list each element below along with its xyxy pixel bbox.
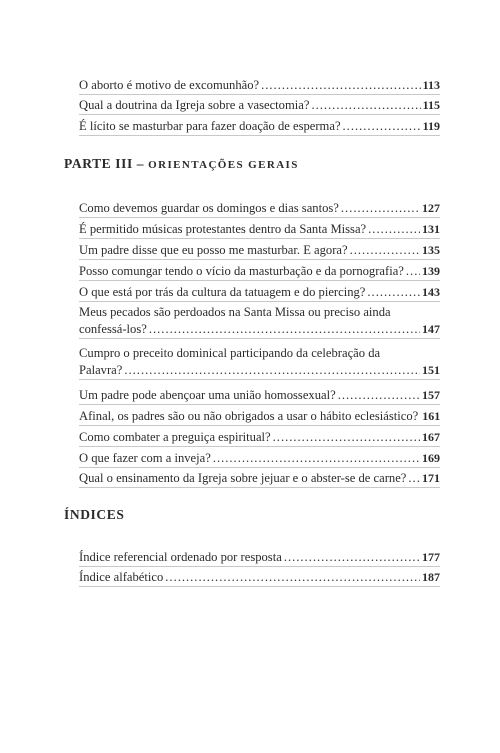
entry-title: O que fazer com a inveja?	[79, 451, 211, 465]
entry-page-number: 167	[422, 430, 440, 444]
entry-page-number: 131	[422, 222, 440, 236]
dot-leader	[284, 549, 420, 566]
toc-entry	[79, 387, 440, 405]
part-label: PARTE III	[64, 156, 133, 171]
dot-leader	[165, 569, 420, 586]
heading-separator: –	[132, 156, 149, 171]
toc-entry	[79, 345, 440, 380]
entry-title: O aborto é motivo de excomunhão?	[79, 78, 260, 92]
entry-title: Índice alfabético	[79, 570, 164, 584]
toc-entry	[79, 470, 440, 488]
entry-page-number: 127	[422, 201, 440, 215]
dot-leader	[408, 470, 420, 487]
entry-title: Índice referencial ordenado por resposta	[79, 550, 282, 564]
entry-title: É lícito se masturbar para fazer doação de esperma?	[79, 119, 341, 133]
dot-leader	[338, 387, 420, 404]
entry-page-number: 169	[422, 451, 440, 465]
toc-entry	[79, 408, 440, 426]
dot-leader	[149, 321, 420, 338]
entry-page-number: 115	[422, 98, 440, 112]
toc-entry	[79, 97, 440, 115]
toc-entry	[79, 263, 440, 281]
dot-leader	[124, 362, 420, 379]
entry-page-number: 135	[422, 243, 440, 257]
entry-title: Qual a doutrina da Igreja sobre a vasectomia?	[79, 98, 310, 112]
entry-title: Como combater a preguiça espiritual?	[79, 430, 271, 444]
dot-leader	[406, 263, 420, 280]
dot-leader	[213, 450, 420, 467]
entry-title: Como devemos guardar os domingos e dias santos?	[79, 201, 339, 215]
entry-title: Um padre disse que eu posso me masturbar. E agora?	[79, 243, 348, 257]
entry-page-number: 147	[422, 322, 440, 336]
toc-entry	[79, 221, 440, 239]
dot-leader	[368, 221, 420, 238]
entry-page-number: 171	[422, 471, 440, 485]
toc-entry	[79, 450, 440, 468]
dot-leader	[343, 118, 421, 135]
entry-page-number: 187	[422, 570, 440, 584]
section-heading-indices	[64, 507, 124, 523]
toc-entry	[79, 284, 440, 302]
entry-title: Um padre pode abençoar uma união homossexual?	[79, 388, 336, 402]
toc-entry	[79, 429, 440, 447]
entry-title-line2: Palavra?	[79, 363, 123, 377]
part-title: ORIENTAÇÕES GERAIS	[148, 159, 299, 171]
dot-leader	[311, 97, 420, 114]
toc-entry	[79, 569, 440, 587]
entry-title-line1: Cumpro o preceito dominical participando da celebração da	[79, 346, 381, 360]
entry-page-number: 119	[422, 119, 440, 133]
entry-page-number: 143	[422, 285, 440, 299]
toc-entry	[79, 118, 440, 136]
entry-page-number: 157	[422, 388, 440, 402]
entry-title: É permitido músicas protestantes dentro da Santa Missa?	[79, 222, 367, 236]
entry-page-number: 177	[422, 550, 440, 564]
entry-page-number: 151	[422, 363, 440, 377]
dot-leader	[367, 284, 420, 301]
dot-leader	[273, 429, 420, 446]
entry-title: Qual o ensinamento da Igreja sobre jejuar e o abster-se de carne?	[79, 471, 407, 485]
toc-entry	[79, 304, 440, 339]
dot-leader	[350, 242, 420, 259]
indices-title: ÍNDICES	[64, 507, 125, 522]
entry-title: Afinal, os padres são ou não obrigados a usar o hábito eclesiástico?	[79, 409, 419, 423]
toc-entry	[79, 549, 440, 567]
toc-entry	[79, 200, 440, 218]
entry-title: O que está por trás da cultura da tatuagem e do piercing?	[79, 285, 366, 299]
toc-entry	[79, 242, 440, 260]
entry-page-number: 161	[422, 409, 441, 423]
toc-entry	[79, 77, 440, 95]
section-heading-part3	[64, 156, 299, 172]
entry-page-number: 113	[422, 78, 440, 92]
dot-leader	[261, 77, 421, 94]
entry-title-line2: confessá-los?	[79, 322, 147, 336]
entry-title: Posso comungar tendo o vício da masturbação e da pornografia?	[79, 264, 404, 278]
entry-title-line1: Meus pecados são perdoados na Santa Missa ou preciso ainda	[79, 305, 391, 319]
entry-page-number: 139	[422, 264, 440, 278]
dot-leader	[341, 200, 420, 217]
